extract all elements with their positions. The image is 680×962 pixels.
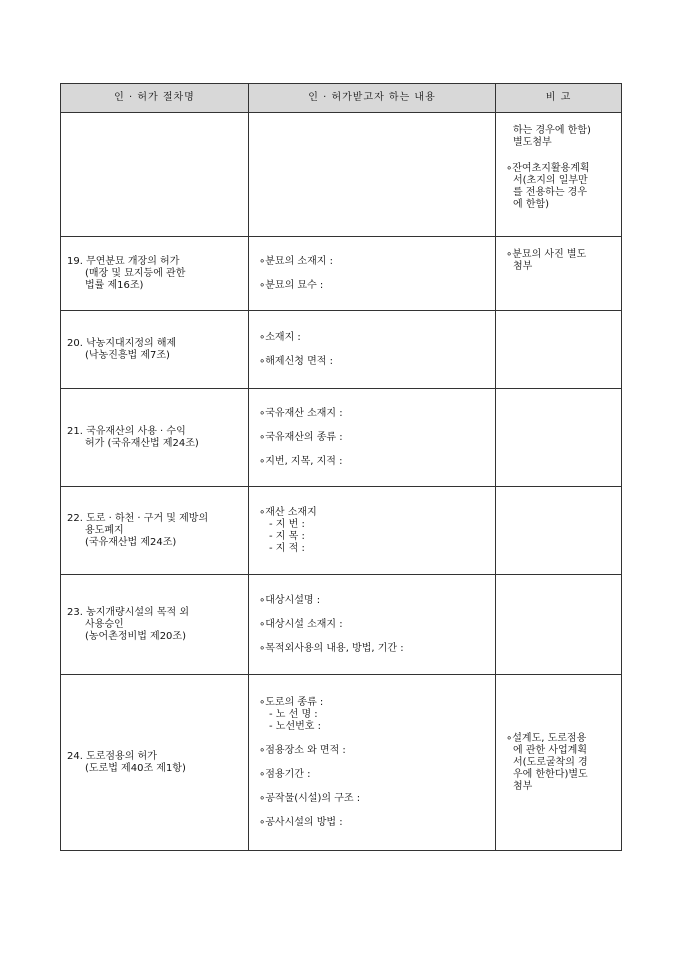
content-cell: [249, 487, 496, 575]
content-cell: [249, 575, 496, 675]
header-permit-content: 인 · 허가받고자 하는 내용: [249, 84, 496, 113]
remarks-cell: [496, 575, 622, 675]
remark-text: ∘설계도, 도로점용: [506, 732, 587, 744]
content-cell: [249, 113, 496, 237]
procedure-cell: [61, 311, 249, 389]
remark-text: 하는 경우에 한함): [513, 125, 591, 136]
remarks-cell: [496, 487, 622, 575]
content-subitem: - 지 적 :: [269, 542, 305, 554]
table-row: [61, 487, 622, 575]
table-row: [61, 675, 622, 851]
content-item: ∘공사시설의 방법 :: [259, 816, 343, 828]
remarks-cell: [496, 311, 622, 389]
content-item: ∘국유재산의 종류 :: [259, 431, 343, 443]
content-item: ∘도로의 종류 :: [259, 696, 324, 708]
remark-text: ∘분묘의 사진 별도: [506, 249, 587, 260]
content-item: ∘분묘의 묘수 :: [259, 279, 324, 291]
procedure-cell: [61, 575, 249, 675]
table-row: [61, 113, 622, 237]
procedure-cell: [61, 237, 249, 311]
remarks-cell: [496, 237, 622, 311]
remark-text: 별도첨부: [513, 137, 552, 148]
remark-text: 첨부: [513, 261, 533, 272]
procedure-law: (도로법 제40조 제1항): [85, 762, 186, 774]
procedure-title: 24. 도로점용의 허가: [67, 750, 157, 762]
remarks-cell: [496, 675, 622, 851]
procedure-law: (매장 및 묘지등에 관한: [85, 267, 186, 279]
procedure-law: 허가 (국유재산법 제24조): [85, 437, 199, 449]
procedure-cell: [61, 113, 249, 237]
table-row: [61, 575, 622, 675]
procedure-title: 용도폐지: [85, 524, 124, 536]
procedure-title: 22. 도로 · 하천 · 구거 및 제방의: [67, 512, 209, 524]
content-subitem: - 지 번 :: [269, 518, 305, 530]
header-procedure-name: 인 · 허가 절차명: [61, 84, 249, 113]
content-item: ∘점용장소 와 면적 :: [259, 744, 346, 756]
procedure-law: 법률 제16조): [85, 279, 144, 291]
remark-text: 를 전용하는 경우: [513, 187, 587, 198]
content-item: ∘분묘의 소재지 :: [259, 255, 333, 267]
content-item: ∘재산 소재지: [259, 506, 317, 518]
procedure-title: 20. 낙농지대지정의 해제: [67, 337, 177, 349]
remark-text: 첨부: [513, 780, 533, 792]
procedure-cell: [61, 389, 249, 487]
remarks-cell: [496, 113, 622, 237]
procedure-title: 19. 무연분묘 개장의 허가: [67, 255, 180, 267]
content-subitem: - 지 목 :: [269, 530, 305, 542]
procedure-law: (낙농진흥법 제7조): [85, 349, 170, 361]
content-subitem: - 노선번호 :: [269, 720, 321, 732]
remark-text: 서(초지의 일부만: [513, 175, 588, 186]
content-item: ∘점용기간 :: [259, 768, 311, 780]
content-cell: [249, 237, 496, 311]
table-header-row: [61, 84, 622, 113]
content-item: ∘지번, 지목, 지적 :: [259, 455, 343, 467]
content-item: ∘공작물(시설)의 구조 :: [259, 792, 361, 804]
remark-text: 에 한함): [513, 199, 550, 210]
procedure-title: 21. 국유재산의 사용 · 수익: [67, 425, 186, 437]
content-item: ∘해제신청 면적 :: [259, 355, 333, 367]
remarks-cell: [496, 389, 622, 487]
remark-text: 우에 한한다)별도: [513, 768, 588, 780]
remark-text: ∘잔여초지활용계획: [506, 163, 590, 174]
procedure-title: 23. 농지개량시설의 목적 외: [67, 606, 190, 618]
procedure-cell: [61, 675, 249, 851]
procedure-law: (농어촌정비법 제20조): [85, 630, 186, 642]
table-row: [61, 237, 622, 311]
content-cell: [249, 675, 496, 851]
content-item: ∘대상시설 소재지 :: [259, 618, 343, 630]
remark-text: 에 관한 사업계획: [513, 744, 587, 756]
procedure-cell: [61, 487, 249, 575]
content-item: ∘목적외사용의 내용, 방법, 기간 :: [259, 642, 404, 654]
table-row: [61, 311, 622, 389]
permit-procedure-table: [60, 83, 622, 851]
procedure-title: 사용승인: [85, 618, 124, 630]
content-subitem: - 노 선 명 :: [269, 708, 318, 720]
table-row: [61, 389, 622, 487]
content-item: ∘국유재산 소재지 :: [259, 407, 343, 419]
procedure-law: (국유재산법 제24조): [85, 536, 177, 548]
content-item: ∘대상시설명 :: [259, 594, 321, 606]
content-cell: [249, 311, 496, 389]
remark-text: 서(도로굴착의 경: [513, 756, 588, 768]
content-item: ∘소재지 :: [259, 331, 301, 343]
content-cell: [249, 389, 496, 487]
header-remarks: 비 고: [496, 84, 622, 113]
